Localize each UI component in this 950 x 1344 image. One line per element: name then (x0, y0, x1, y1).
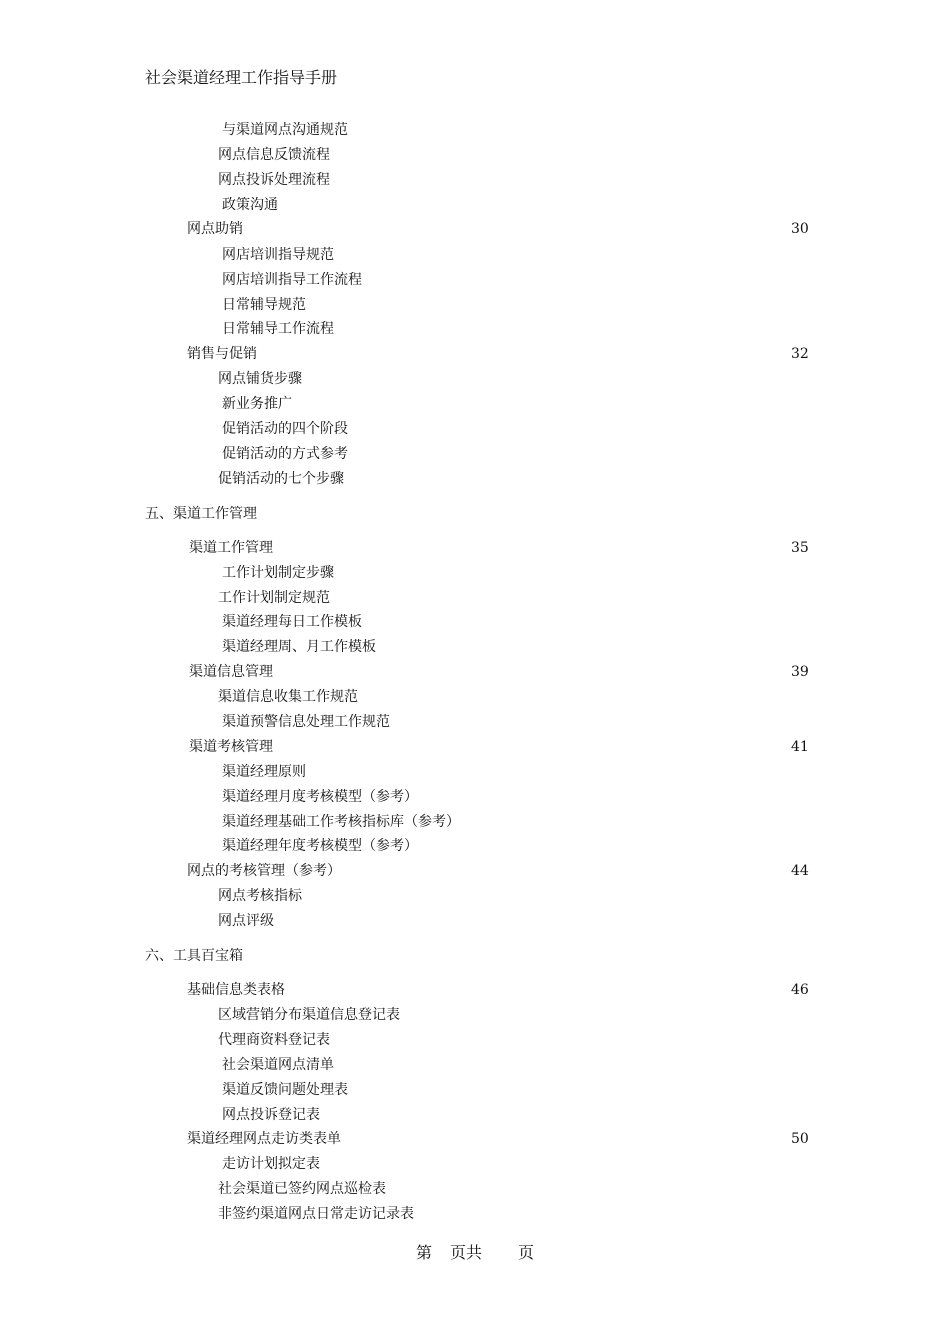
toc-entry[interactable]: 网点评级 (218, 913, 274, 929)
toc-entry[interactable]: 工作计划制定步骤 (222, 565, 334, 581)
toc-entry[interactable]: 社会渠道已签约网点巡检表 (218, 1181, 386, 1197)
page-number: 32 (791, 346, 809, 362)
toc-entry[interactable]: 与渠道网点沟通规范 (222, 122, 348, 138)
toc-chapter[interactable]: 六、工具百宝箱 (145, 948, 243, 964)
toc-entry[interactable]: 网店培训指导规范 (222, 247, 334, 263)
toc-entry[interactable]: 网点考核指标 (218, 888, 302, 904)
page-number: 41 (791, 739, 809, 755)
toc-chapter[interactable]: 五、渠道工作管理 (145, 506, 257, 522)
document-header-title: 社会渠道经理工作指导手册 (145, 68, 338, 87)
page-number: 44 (791, 863, 809, 879)
toc-entry[interactable]: 政策沟通 (222, 197, 278, 213)
toc-entry[interactable]: 走访计划拟定表 (222, 1156, 320, 1172)
toc-entry-section[interactable]: 销售与促销 32 (187, 346, 809, 362)
toc-entry[interactable]: 渠道经理每日工作模板 (222, 614, 362, 630)
page-number: 50 (791, 1131, 809, 1147)
toc-entry[interactable]: 渠道经理年度考核模型（参考） (222, 838, 418, 854)
toc-entry[interactable]: 渠道预警信息处理工作规范 (222, 714, 390, 730)
toc-entry-section[interactable]: 网点的考核管理（参考） 44 (187, 863, 809, 879)
toc-entry[interactable]: 非签约渠道网点日常走访记录表 (218, 1206, 414, 1222)
toc-entry[interactable]: 新业务推广 (222, 396, 292, 412)
toc-entry[interactable]: 渠道信息收集工作规范 (218, 689, 358, 705)
page-number: 39 (791, 664, 809, 680)
toc-entry[interactable]: 促销活动的七个步骤 (218, 471, 344, 487)
toc-entry[interactable]: 促销活动的方式参考 (222, 446, 348, 462)
toc-entry-section[interactable]: 网点助销 30 (187, 221, 809, 237)
toc-entry-section[interactable]: 渠道信息管理 39 (189, 664, 809, 680)
toc-entry[interactable]: 区域营销分布渠道信息登记表 (218, 1007, 400, 1023)
toc-entry[interactable]: 网点投诉登记表 (222, 1107, 320, 1123)
toc-entry-section[interactable]: 渠道工作管理 35 (189, 540, 809, 556)
page-number: 30 (791, 221, 809, 237)
footer-part-di: 第 (415, 1243, 432, 1262)
toc-entry[interactable]: 渠道经理基础工作考核指标库（参考） (222, 814, 460, 830)
toc-entry[interactable]: 网点投诉处理流程 (218, 172, 330, 188)
toc-entry[interactable]: 工作计划制定规范 (218, 590, 330, 606)
toc-entry[interactable]: 渠道反馈问题处理表 (222, 1082, 348, 1098)
page-number: 46 (791, 982, 809, 998)
footer-part-ye-gong: 页共 (449, 1243, 482, 1262)
toc-entry[interactable]: 日常辅导工作流程 (222, 321, 334, 337)
toc-entry-section[interactable]: 渠道经理网点走访类表单 50 (187, 1131, 809, 1147)
toc-entry[interactable]: 网点铺货步骤 (218, 371, 302, 387)
toc-entry-section[interactable]: 渠道考核管理 41 (189, 739, 809, 755)
toc-entry[interactable]: 代理商资料登记表 (218, 1032, 330, 1048)
toc-entry[interactable]: 促销活动的四个阶段 (222, 421, 348, 437)
toc-entry-section[interactable]: 基础信息类表格 46 (187, 982, 809, 998)
toc-entry[interactable]: 网店培训指导工作流程 (222, 272, 362, 288)
footer-part-ye: 页 (518, 1243, 535, 1262)
toc-entry[interactable]: 网点信息反馈流程 (218, 147, 330, 163)
toc-entry[interactable]: 渠道经理原则 (222, 764, 306, 780)
toc-entry[interactable]: 渠道经理周、月工作模板 (222, 639, 376, 655)
toc-entry[interactable]: 社会渠道网点清单 (222, 1057, 334, 1073)
toc-entry[interactable]: 日常辅导规范 (222, 297, 306, 313)
page-number: 35 (791, 540, 809, 556)
toc-entry[interactable]: 渠道经理月度考核模型（参考） (222, 789, 418, 805)
page-footer (0, 1243, 950, 1263)
